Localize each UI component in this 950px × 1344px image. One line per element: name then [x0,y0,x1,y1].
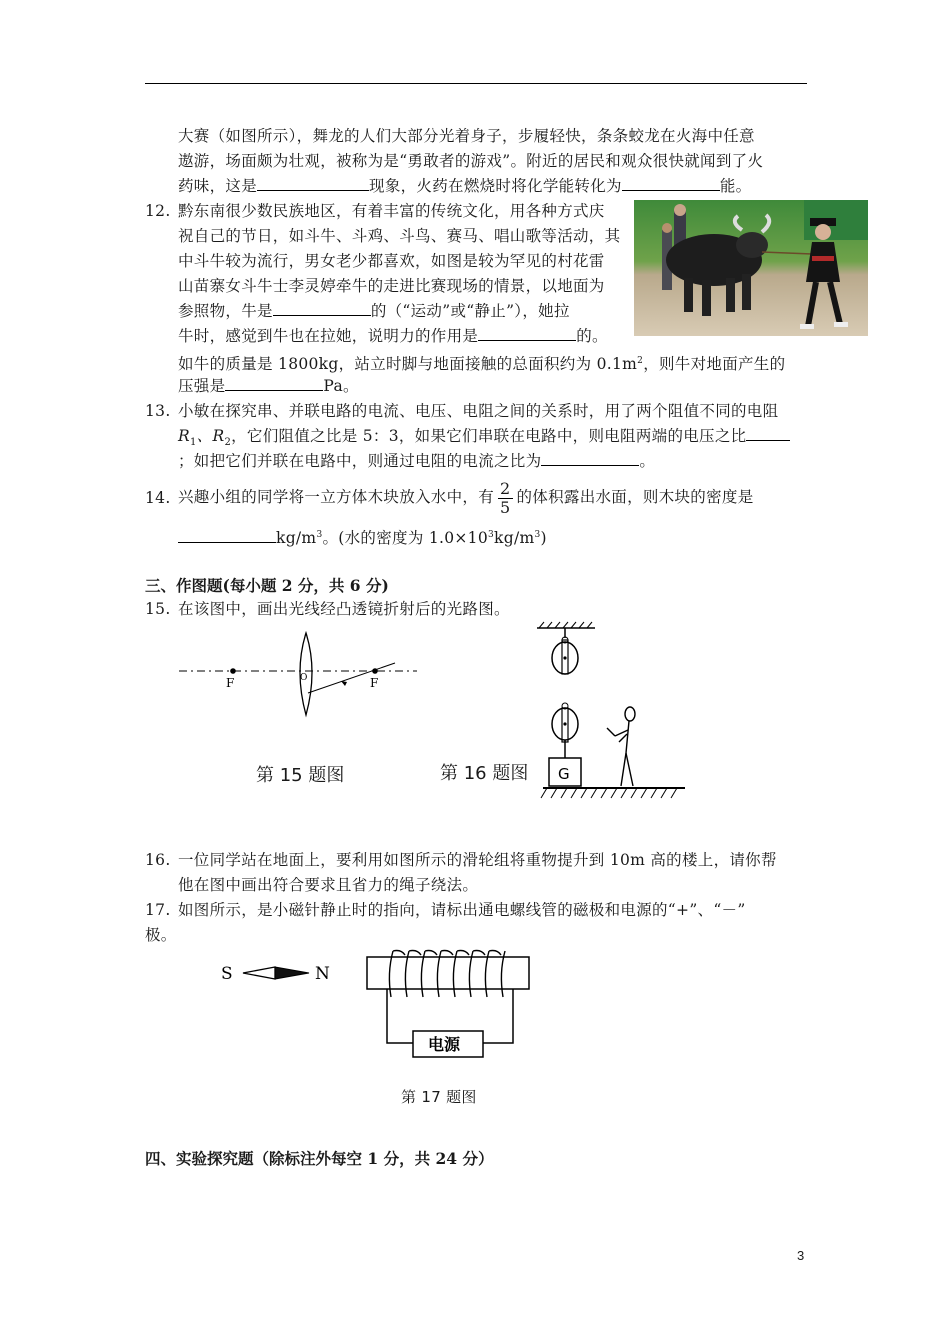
continuation-line-3 [178,174,751,198]
focus-left-point [230,668,236,674]
text: 压强是 [178,377,226,395]
text: kg/m [494,529,535,548]
q13-number: 13. [145,402,171,420]
wire-right [483,989,513,1043]
focus-left-label: F [226,676,235,690]
incident-ray [308,663,395,693]
text: 如牛的质量是 1800kg，站立时脚与地面接触的总面积约为 0.1m [178,355,638,374]
text: kg/m [276,529,317,548]
text: 参照物，牛是 [178,302,273,320]
superscript: 3 [534,530,541,540]
header-rule [145,83,807,84]
text: ) [540,529,547,548]
page-number: 3 [797,1248,805,1263]
q12-line-7 [178,349,785,376]
text: 能。 [719,177,752,195]
answer-blank[interactable] [746,424,790,441]
q12-line-1: 黔东南很少数民族地区，有着丰富的传统文化，用各种方式庆 [178,202,605,220]
text: 药味，这是 [178,177,258,195]
figure-16-caption: 第 16 题图 [440,763,529,784]
q13-line-3 [178,449,655,473]
figure-17-caption: 第 17 题图 [401,1088,477,1106]
q12-number: 12. [145,202,171,220]
fraction-denominator: 5 [500,497,511,517]
q12-line-6 [178,324,608,348]
text: ，则牛对地面产生的 [643,355,786,374]
q17-line-2: 极。 [145,926,177,944]
wire-left [387,989,413,1043]
q15-number: 15. [145,600,171,618]
text: Pa。 [323,377,359,395]
fraction [498,480,512,517]
q16-number: 16. [145,851,171,869]
subscript: 1 [189,437,197,449]
weight-label: G [558,765,570,783]
power-supply-label: 电源 [428,1035,461,1054]
answer-blank[interactable] [541,449,639,466]
answer-blank[interactable] [178,526,276,543]
continuation-line-1: 大赛（如图所示），舞龙的人们大部分光着身子，步履轻快，条条蛟龙在火海中任意 [178,127,755,145]
q16-line-2: 他在图中画出符合要求且省力的绳子绕法。 [178,876,479,894]
bullfight-photo [634,200,868,336]
text: 现象，火药在燃烧时将化学能转化为 [369,177,622,195]
q17-line-1: 如图所示，是小磁针静止时的指向，请标出通电螺线管的磁极和电源的“+”、“－” [178,901,746,919]
q12-line-3: 中斗牛较为流行，男女老少都喜欢，如图是较为罕见的村花雷 [178,252,605,270]
superscript: 3 [316,530,323,540]
focus-right-label: F [370,676,379,690]
text: 兴趣小组的同学将一立方体木块放入水中，有 [178,488,495,506]
text: 、R [196,427,225,445]
compass-needle-south [243,967,275,979]
q12-line-4: 山苗寨女斗牛士李灵婷牵牛的走进比赛现场的情景，以地面为 [178,277,605,295]
north-pole-label: N [315,964,330,984]
optical-center-label: O [300,673,308,683]
text: R [178,427,190,445]
q14-number: 14. [145,489,171,507]
text: 的（“运动”或“静止”），她拉 [370,302,570,320]
ray-arrow [341,681,347,686]
figure-15-lens-diagram [175,625,425,725]
q13-line-1: 小敏在探究串、并联电路的电流、电压、电阻之间的关系时，用了两个阻值不同的电阻 [178,402,779,420]
subscript: 2 [224,437,232,449]
continuation-line-2: 遨游，场面颇为壮观，被称为是“勇敢者的游戏”。附近的居民和观众很快就闻到了火 [178,152,764,170]
figure-15-caption: 第 15 题图 [256,765,345,786]
text: 。 [639,452,656,470]
text: ；如把它们并联在电路中，则通过电阻的电流之比为 [178,452,542,470]
section-4-heading: 四、实验探究题（除标注外每空 1 分，共 24 分） [145,1149,494,1168]
q14-line-2 [178,523,547,550]
person-figure [607,707,635,786]
figure-16-pulley-diagram [535,618,690,808]
superscript: 3 [488,530,495,540]
q17-number: 17. [145,901,171,919]
section-3-heading: 三、作图题(每小题 2 分，共 6 分) [145,576,389,595]
text: ，它们阻值之比是 5：3，如果它们串联在电路中，则电阻两端的电压之比 [231,427,747,445]
fraction-numerator: 2 [500,478,511,498]
text: 的体积露出水面，则木块的密度是 [516,488,754,506]
text: 的。 [576,327,608,345]
text: 。(水的密度为 1.0×10 [322,529,489,548]
q16-line-1: 一位同学站在地面上，要利用如图所示的滑轮组将重物提升到 10m 高的楼上，请你帮 [178,851,777,869]
q12-line-2: 祝自己的节日，如斗牛、斗鸡、斗鸟、赛马、唱山歌等活动，其 [178,227,621,245]
south-pole-label: S [221,964,233,984]
answer-blank[interactable] [478,324,576,341]
answer-blank[interactable] [225,374,323,391]
q14-line-1 [178,473,754,521]
compass-needle-north [275,967,309,979]
q12-line-8 [178,374,359,398]
figure-17-solenoid-diagram [215,945,540,1070]
answer-blank[interactable] [622,174,720,191]
answer-blank[interactable] [273,299,371,316]
answer-blank[interactable] [257,174,369,191]
q15-text: 在该图中，画出光线经凸透镜折射后的光路图。 [178,600,510,618]
q12-line-5 [178,299,570,323]
superscript: 2 [637,356,644,366]
text: 牛时，感觉到牛也在拉她，说明力的作用是 [178,327,479,345]
